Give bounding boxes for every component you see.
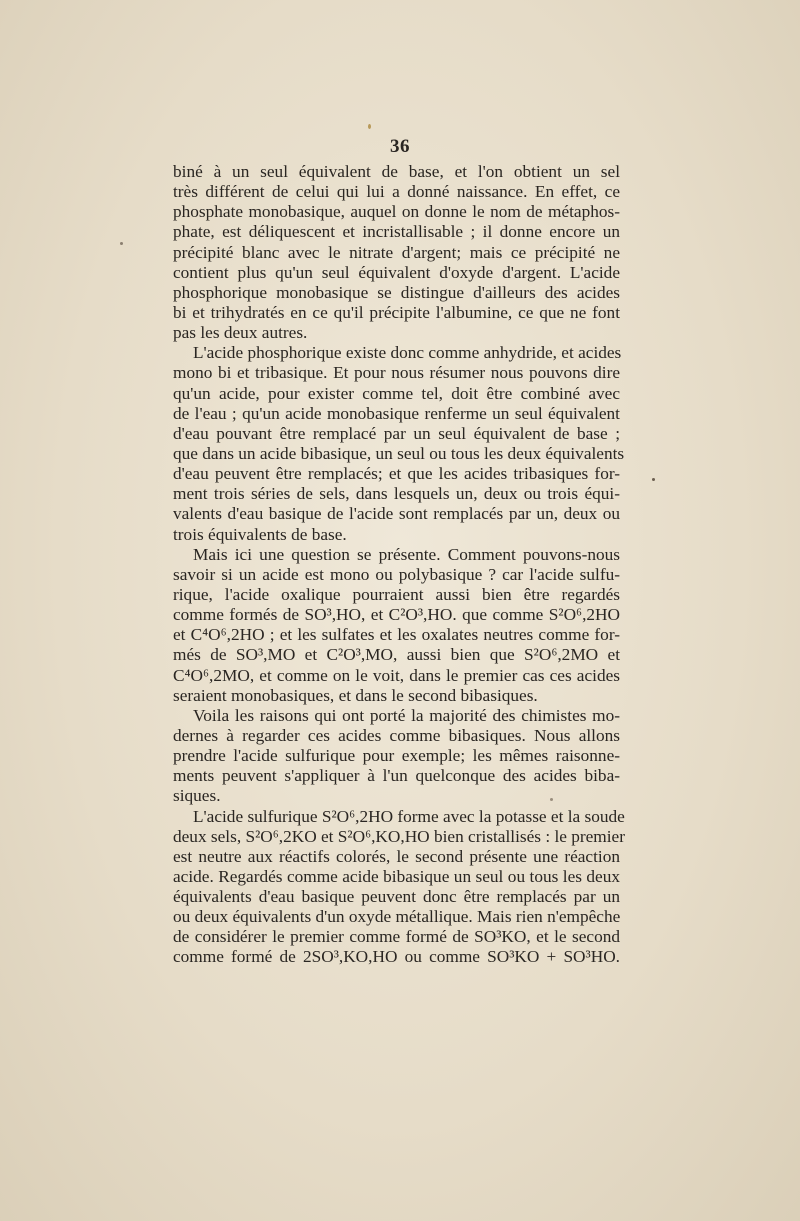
text-line: équivalents d'eau basique peuvent donc être remplacés par un (173, 887, 620, 907)
text-line: C⁴O⁶,2MO, et comme on le voit, dans le premier cas ces acides (173, 665, 620, 685)
text-line: seraient monobasiques, et dans le second bibasiques. (173, 685, 538, 705)
text-line: que dans un acide bibasique, un seul ou tous les deux équivalents (173, 443, 625, 463)
page-number: 36 (390, 136, 410, 157)
text-line: més de SO³,MO et C²O³,MO, aussi bien que S²O⁶,2MO et (173, 645, 620, 665)
text-line: phosphorique monobasique se distingue d'ailleurs des acides (173, 282, 620, 302)
text-line: prendre l'acide sulfurique pour exemple; les mêmes raisonne- (173, 746, 620, 766)
text-line: de l'eau ; qu'un acide monobasique renferme un seul équivalent (173, 403, 620, 423)
text-line: savoir si un acide est mono ou polybasique ? car l'acide sulfu- (173, 564, 620, 584)
text-line: phosphate monobasique, auquel on donne le nom de métaphos- (173, 202, 620, 222)
text-line: biné à un seul équivalent de base, et l'on obtient un sel (173, 162, 620, 181)
text-line: phate, est déliquescent et incristallisable ; il donne encore un (173, 222, 620, 242)
text-line: d'eau pouvant être remplacé par un seul équivalent de base ; (173, 423, 620, 443)
text-line: et C⁴O⁶,2HO ; et les sulfates et les oxalates neutres comme for- (173, 625, 620, 645)
text-line: trois équivalents de base. (173, 524, 347, 544)
text-line: comme formés de SO³,HO, et C²O³,HO. que comme S²O⁶,2HO (173, 605, 620, 625)
paragraph-start-line: Mais ici une question se présente. Comment pouvons-nous (193, 544, 620, 564)
text-line: dernes à regarder ces acides comme bibasiques. Nous allons (173, 725, 620, 745)
text-line: bi et trihydratés en ce qu'il précipite l'albumine, ce que ne font (173, 302, 620, 322)
text-line: ment trois séries de sels, dans lesquels un, deux ou trois équi- (173, 484, 620, 504)
text-line: de considérer le premier comme formé de SO³KO, et le second (173, 927, 620, 947)
paragraph-start-line: Voila les raisons qui ont porté la majorité des chimistes mo- (193, 705, 620, 725)
text-line: valents d'eau basique de l'acide sont remplacés par un, deux ou (173, 504, 620, 524)
text-line: siques. (173, 786, 221, 806)
text-line: est neutre aux réactifs colorés, le second présente une réaction (173, 846, 620, 866)
text-line: contient plus qu'un seul équivalent d'oxyde d'argent. L'acide (173, 262, 620, 282)
text-line: ments peuvent s'appliquer à l'un quelconque des acides biba- (173, 766, 620, 786)
ink-speck (368, 124, 371, 129)
text-line: très différent de celui qui lui a donné naissance. En effet, ce (173, 182, 620, 202)
text-line: mono bi et tribasique. Et pour nous résumer nous pouvons dire (173, 363, 620, 383)
ink-speck (652, 478, 655, 481)
paragraph-start-line: L'acide sulfurique S²O⁶,2HO forme avec la potasse et la soude (193, 806, 625, 826)
text-line: deux sels, S²O⁶,2KO et S²O⁶,KO,HO bien cristallisés : le premier (173, 826, 625, 846)
text-line: précipité blanc avec le nitrate d'argent; mais ce précipité ne (173, 242, 620, 262)
text-line: qu'un acide, pour exister comme tel, doit être combiné avec (173, 383, 620, 403)
text-line: acide. Regardés comme acide bibasique un seul ou tous les deux (173, 866, 620, 886)
body-text (173, 162, 625, 968)
text-line: comme formé de 2SO³,KO,HO ou comme SO³KO + SO³HO. (173, 947, 620, 967)
paragraph-start-line: L'acide phosphorique existe donc comme anhydride, et acides (193, 343, 622, 363)
text-line: pas les deux autres. (173, 323, 308, 343)
text-line: rique, l'acide oxalique pourraient aussi bien être regardés (173, 584, 620, 604)
text-line: d'eau peuvent être remplacés; et que les acides tribasiques for- (173, 464, 620, 484)
text-line: ou deux équivalents d'un oxyde métallique. Mais rien n'empêche (173, 907, 621, 927)
ink-speck (120, 242, 123, 245)
